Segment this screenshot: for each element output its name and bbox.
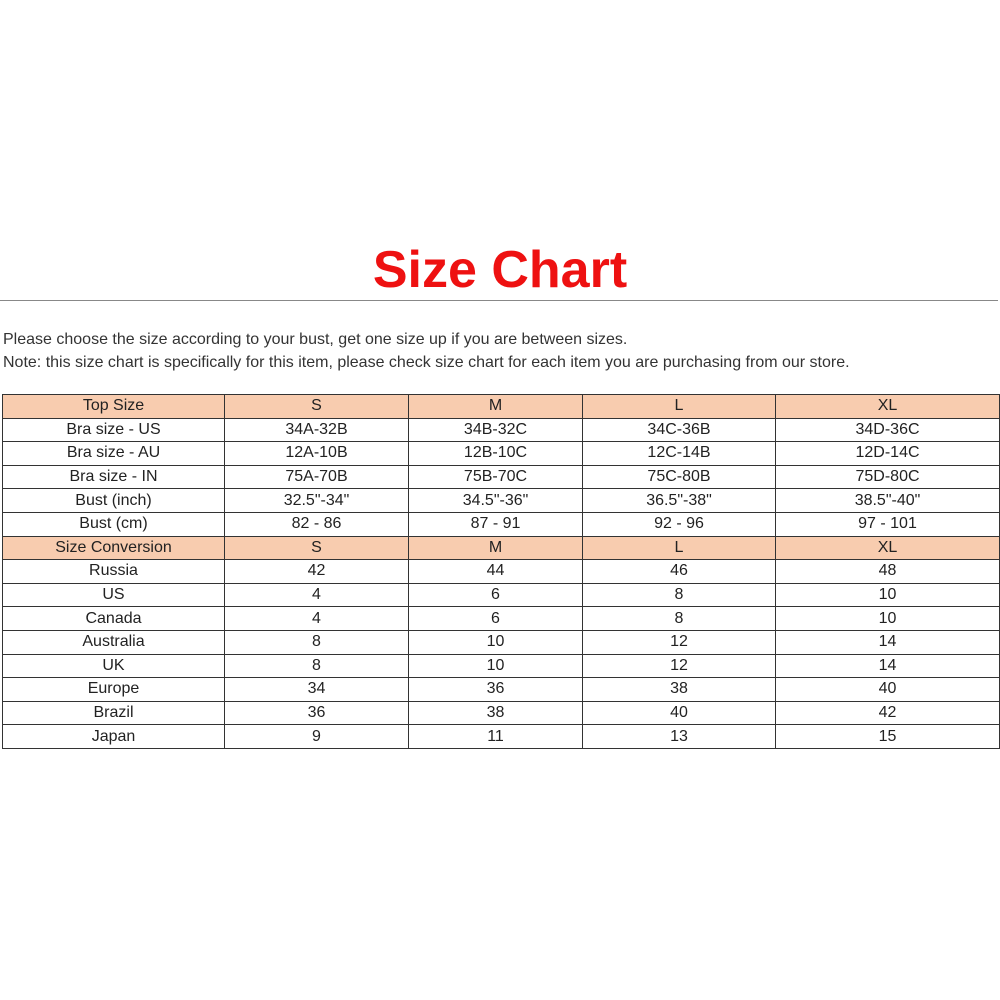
table-cell: 38.5"-40" xyxy=(776,489,1000,513)
note-line: Note: this size chart is specifically for this item, please check size chart for each item you are purchasing from our store. xyxy=(3,354,850,371)
table-row xyxy=(3,418,1000,442)
table-cell: 10 xyxy=(776,607,1000,631)
table-cell: 34B-32C xyxy=(409,418,583,442)
table-cell: 36.5"-38" xyxy=(583,489,776,513)
header-cell: L xyxy=(583,536,776,560)
table-cell: 75B-70C xyxy=(409,465,583,489)
table-cell: 75D-80C xyxy=(776,465,1000,489)
row-label-cell: Bust (inch) xyxy=(3,489,225,513)
table-row xyxy=(3,489,1000,513)
table-cell: 8 xyxy=(583,583,776,607)
row-label-cell: Canada xyxy=(3,607,225,631)
size-notes xyxy=(3,328,993,374)
table-row xyxy=(3,654,1000,678)
table-cell: 75A-70B xyxy=(225,465,409,489)
table-cell: 87 - 91 xyxy=(409,512,583,536)
size-conversion-header-row xyxy=(3,536,1000,560)
header-cell: Top Size xyxy=(3,395,225,419)
table-cell: 12D-14C xyxy=(776,442,1000,466)
table-row xyxy=(3,560,1000,584)
header-cell: Size Conversion xyxy=(3,536,225,560)
row-label-cell: Bust (cm) xyxy=(3,512,225,536)
table-row xyxy=(3,701,1000,725)
row-label-cell: Brazil xyxy=(3,701,225,725)
table-cell: 36 xyxy=(225,701,409,725)
table-cell: 75C-80B xyxy=(583,465,776,489)
row-label-cell: US xyxy=(3,583,225,607)
table-cell: 40 xyxy=(583,701,776,725)
table-cell: 12B-10C xyxy=(409,442,583,466)
table-cell: 48 xyxy=(776,560,1000,584)
row-label-cell: UK xyxy=(3,654,225,678)
table-cell: 14 xyxy=(776,630,1000,654)
table-cell: 38 xyxy=(409,701,583,725)
table-cell: 8 xyxy=(225,630,409,654)
page-title: Size Chart xyxy=(372,241,628,299)
row-label-cell: Japan xyxy=(3,725,225,749)
table-cell: 46 xyxy=(583,560,776,584)
table-cell: 4 xyxy=(225,583,409,607)
row-label-cell: Europe xyxy=(3,678,225,702)
table-cell: 42 xyxy=(776,701,1000,725)
row-label-cell: Bra size - IN xyxy=(3,465,225,489)
table-cell: 8 xyxy=(225,654,409,678)
row-label-cell: Russia xyxy=(3,560,225,584)
table-cell: 97 - 101 xyxy=(776,512,1000,536)
table-cell: 6 xyxy=(409,607,583,631)
top-size-header-row xyxy=(3,395,1000,419)
table-cell: 10 xyxy=(409,630,583,654)
table-cell: 32.5"-34" xyxy=(225,489,409,513)
header-cell: L xyxy=(583,395,776,419)
header-cell: M xyxy=(409,395,583,419)
table-cell: 12C-14B xyxy=(583,442,776,466)
table-cell: 82 - 86 xyxy=(225,512,409,536)
table-cell: 40 xyxy=(776,678,1000,702)
table-row xyxy=(3,607,1000,631)
table-cell: 38 xyxy=(583,678,776,702)
table-row xyxy=(3,630,1000,654)
table-row xyxy=(3,465,1000,489)
table-cell: 9 xyxy=(225,725,409,749)
table-cell: 10 xyxy=(409,654,583,678)
header-cell: XL xyxy=(776,536,1000,560)
table-cell: 15 xyxy=(776,725,1000,749)
table-row xyxy=(3,678,1000,702)
table-cell: 12 xyxy=(583,630,776,654)
table-cell: 6 xyxy=(409,583,583,607)
size-chart-table xyxy=(2,394,1000,749)
row-label-cell: Bra size - AU xyxy=(3,442,225,466)
table-cell: 44 xyxy=(409,560,583,584)
table-cell: 10 xyxy=(776,583,1000,607)
table-cell: 34D-36C xyxy=(776,418,1000,442)
table-cell: 92 - 96 xyxy=(583,512,776,536)
header-cell: XL xyxy=(776,395,1000,419)
title-divider xyxy=(0,300,998,301)
table-cell: 14 xyxy=(776,654,1000,678)
table-row xyxy=(3,725,1000,749)
table-row xyxy=(3,512,1000,536)
table-cell: 12A-10B xyxy=(225,442,409,466)
table-cell: 42 xyxy=(225,560,409,584)
table-cell: 36 xyxy=(409,678,583,702)
header-cell: S xyxy=(225,536,409,560)
table-cell: 4 xyxy=(225,607,409,631)
row-label-cell: Bra size - US xyxy=(3,418,225,442)
note-line: Please choose the size according to your bust, get one size up if you are between sizes. xyxy=(3,331,628,348)
table-row xyxy=(3,442,1000,466)
table-cell: 12 xyxy=(583,654,776,678)
row-label-cell: Australia xyxy=(3,630,225,654)
table-cell: 13 xyxy=(583,725,776,749)
table-cell: 8 xyxy=(583,607,776,631)
header-cell: S xyxy=(225,395,409,419)
header-cell: M xyxy=(409,536,583,560)
table-cell: 34A-32B xyxy=(225,418,409,442)
table-cell: 34C-36B xyxy=(583,418,776,442)
table-cell: 11 xyxy=(409,725,583,749)
table-cell: 34 xyxy=(225,678,409,702)
table-cell: 34.5"-36" xyxy=(409,489,583,513)
table-row xyxy=(3,583,1000,607)
